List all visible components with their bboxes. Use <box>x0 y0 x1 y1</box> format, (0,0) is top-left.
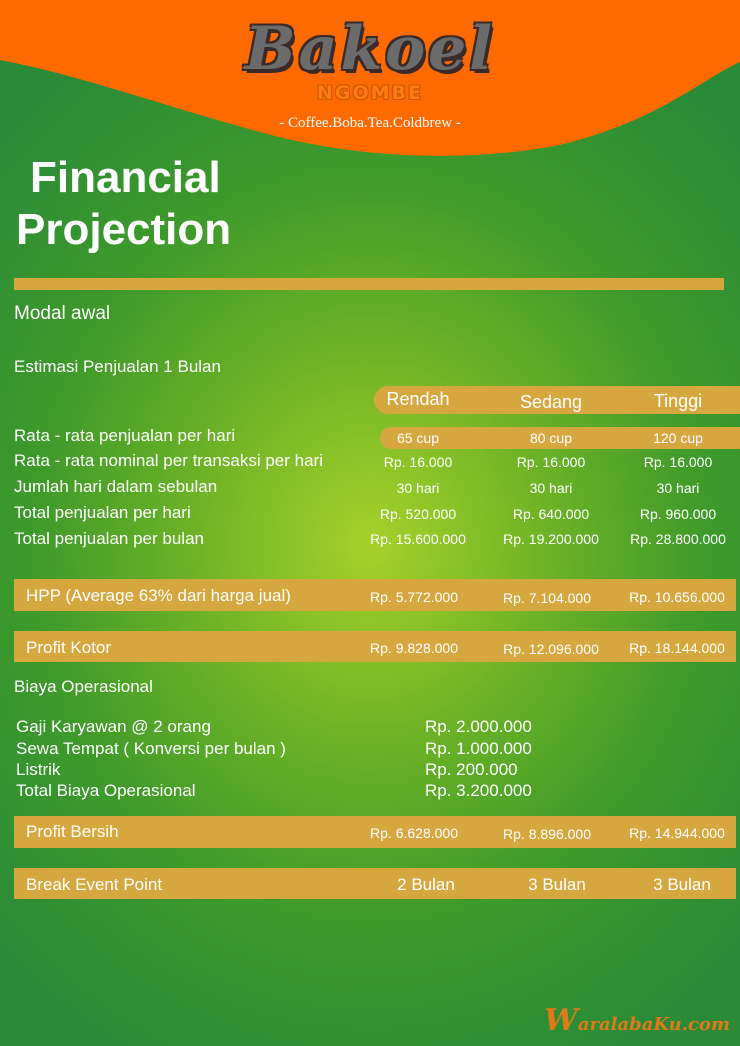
brand-logo-sub: NGOMBE <box>316 82 424 104</box>
row-value: 30 hari <box>656 480 700 496</box>
row-value: 120 cup <box>653 430 703 446</box>
watermark-initial: W <box>544 1003 578 1038</box>
column-header-rendah: Rendah <box>386 389 450 409</box>
row-label-total-hari: Total penjualan per hari <box>14 503 191 522</box>
page-title-line1: Financial <box>30 153 221 202</box>
profit-bersih-value: Rp. 8.896.000 <box>503 826 591 842</box>
profit-kotor-label: Profit Kotor <box>26 638 112 657</box>
cost-value: Rp. 2.000.000 <box>425 717 532 736</box>
column-header-sedang: Sedang <box>519 392 583 412</box>
hpp-value: Rp. 7.104.000 <box>503 590 591 606</box>
title-divider <box>14 278 724 290</box>
hpp-value: Rp. 5.772.000 <box>370 589 458 605</box>
brand-logo-name: Bakoel <box>244 14 496 84</box>
profit-kotor-value: Rp. 18.144.000 <box>629 640 725 656</box>
row-value: Rp. 19.200.000 <box>503 531 599 547</box>
bep-value: 3 Bulan <box>528 875 586 894</box>
bep-value: 2 Bulan <box>397 875 455 894</box>
row-value: Rp. 16.000 <box>643 454 713 470</box>
profit-bersih-value: Rp. 14.944.000 <box>629 825 725 841</box>
row-label-total-bulan: Total penjualan per bulan <box>14 529 204 548</box>
column-header-tinggi: Tinggi <box>653 391 703 411</box>
profit-kotor-value: Rp. 12.096.000 <box>503 641 599 657</box>
cost-label: Sewa Tempat ( Konversi per bulan ) <box>16 739 286 758</box>
cost-label: Total Biaya Operasional <box>16 781 196 800</box>
bep-value: 3 Bulan <box>653 875 711 894</box>
watermark-logo <box>544 1003 730 1038</box>
row-value: Rp. 520.000 <box>379 506 457 522</box>
cost-label: Gaji Karyawan @ 2 orang <box>16 717 211 736</box>
profit-bersih-value: Rp. 6.628.000 <box>370 825 458 841</box>
row-value: Rp. 960.000 <box>639 506 717 522</box>
row-value: 80 cup <box>529 430 573 446</box>
row-value: Rp. 28.800.000 <box>630 531 726 547</box>
profit-bersih-label: Profit Bersih <box>26 822 119 841</box>
estimasi-title: Estimasi Penjualan 1 Bulan <box>14 357 221 376</box>
row-value: Rp. 16.000 <box>516 454 586 470</box>
modal-awal-label: Modal awal <box>14 303 111 324</box>
page-title-line2: Projection <box>16 205 232 254</box>
profit-kotor-value: Rp. 9.828.000 <box>370 640 458 656</box>
row-label-jumlah-hari: Jumlah hari dalam sebulan <box>14 477 218 496</box>
brand-tagline: - Coffee.Boba.Tea.Coldbrew - <box>279 115 461 131</box>
row-value: 65 cup <box>396 430 440 446</box>
cost-value: Rp. 1.000.000 <box>425 739 532 758</box>
row-value: Rp. 16.000 <box>383 454 453 470</box>
row-label-nominal-transaksi: Rata - rata nominal per transaksi per hari <box>14 451 323 470</box>
row-value: Rp. 640.000 <box>512 506 590 522</box>
bep-label: Break Event Point <box>26 875 163 894</box>
biaya-operasional-title: Biaya Operasional <box>14 677 153 696</box>
watermark-text: aralabaKu.com <box>577 1014 730 1035</box>
row-value: Rp. 15.600.000 <box>370 531 466 547</box>
row-label-penjualan-hari: Rata - rata penjualan per hari <box>14 426 236 445</box>
page-title <box>16 152 231 256</box>
hpp-value: Rp. 10.656.000 <box>629 589 725 605</box>
cost-value: Rp. 200.000 <box>425 760 518 779</box>
row-value: 30 hari <box>396 480 440 496</box>
row-value: 30 hari <box>529 480 573 496</box>
cost-value: Rp. 3.200.000 <box>425 781 532 800</box>
cost-label: Listrik <box>16 760 61 779</box>
hpp-label: HPP (Average 63% dari harga jual) <box>26 586 291 605</box>
